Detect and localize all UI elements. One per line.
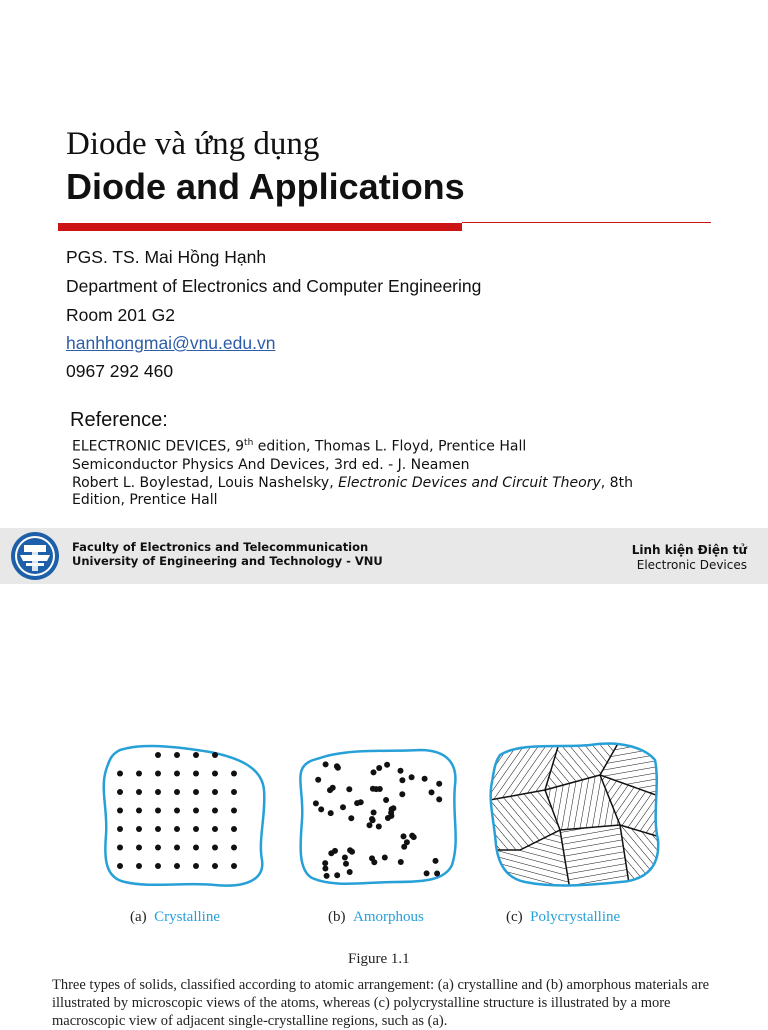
- crystal-atom: [193, 808, 199, 814]
- amorphous-atom: [399, 791, 405, 797]
- amorphous-atom: [429, 789, 435, 795]
- amorphous-atom: [347, 869, 353, 875]
- crystal-atom: [193, 826, 199, 832]
- crystal-atom: [212, 808, 218, 814]
- amorphous-atom: [373, 786, 379, 792]
- crystalline-panel: [104, 746, 265, 886]
- crystal-atom: [136, 771, 142, 777]
- amorphous-atom: [409, 833, 415, 839]
- amorphous-atom: [369, 816, 375, 822]
- crystal-atom: [231, 826, 237, 832]
- crystal-atom: [212, 845, 218, 851]
- course-name-en: Electronic Devices: [636, 558, 747, 572]
- caption-c: (c) Polycrystalline: [506, 909, 621, 925]
- amorphous-atom: [328, 850, 334, 856]
- crystal-atom: [155, 808, 161, 814]
- title-english: Diode and Applications: [66, 166, 465, 207]
- crystal-atom: [212, 752, 218, 758]
- crystal-atom: [136, 845, 142, 851]
- amorphous-atom: [382, 855, 388, 861]
- amorphous-atom: [343, 861, 349, 867]
- amorphous-atom: [334, 872, 340, 878]
- crystal-atom: [136, 808, 142, 814]
- crystal-atom: [231, 789, 237, 795]
- crystal-atom: [193, 845, 199, 851]
- amorphous-atom: [371, 859, 377, 865]
- amorphous-atom: [434, 871, 440, 877]
- amorphous-atom: [371, 810, 377, 816]
- faculty-name: Faculty of Electronics and Telecommunication: [72, 540, 369, 554]
- amorphous-atom: [354, 800, 360, 806]
- amorphous-atom: [348, 815, 354, 821]
- figure-description: Three types of solids, classified according to atomic arrangement: (a) crystalline and (b) amorphous materials are illustrated by microscopic views of the atoms, whereas (c) polycrystalline structure is illustrated by a more macroscopic view of adjacent single-crystalline regions, such as (a).: [52, 977, 710, 1029]
- polycrystalline-panel: [490, 740, 670, 890]
- crystal-atom: [136, 863, 142, 869]
- amorphous-atom: [376, 765, 382, 771]
- crystal-atom: [155, 752, 161, 758]
- crystal-atom: [212, 771, 218, 777]
- room: Room 201 G2: [66, 305, 175, 325]
- crystal-atom: [193, 752, 199, 758]
- title-vietnamese: Diode và ứng dụng: [66, 126, 320, 162]
- amorphous-atom: [436, 796, 442, 802]
- crystal-atom: [212, 863, 218, 869]
- crystal-atom: [231, 845, 237, 851]
- crystal-atom: [117, 789, 123, 795]
- reference-3: Robert L. Boylestad, Louis Nashelsky, Electronic Devices and Circuit Theory, 8th: [72, 475, 633, 491]
- crystal-atom: [231, 771, 237, 777]
- crystal-atom: [117, 808, 123, 814]
- crystal-atom: [117, 771, 123, 777]
- amorphous-atom: [340, 804, 346, 810]
- amorphous-atom: [313, 800, 319, 806]
- crystal-atom: [231, 808, 237, 814]
- amorphous-atom: [367, 822, 373, 828]
- caption-a: (a) Crystalline: [130, 909, 220, 925]
- amorphous-atom: [433, 858, 439, 864]
- amorphous-atom: [388, 813, 394, 819]
- crystal-atom: [174, 808, 180, 814]
- amorphous-atom: [334, 763, 340, 769]
- crystal-atom: [155, 826, 161, 832]
- amorphous-atom: [383, 797, 389, 803]
- crystal-atom: [174, 789, 180, 795]
- amorphous-atom: [323, 761, 329, 767]
- caption-b: (b) Amorphous: [328, 909, 424, 925]
- amorphous-atom: [347, 847, 353, 853]
- crystal-atom: [117, 863, 123, 869]
- course-name-vi: Linh kiện Điện tử: [631, 543, 747, 557]
- phone-number: 0967 292 460: [66, 361, 174, 381]
- university-name: University of Engineering and Technology - VNU: [72, 554, 383, 568]
- crystal-atom: [136, 826, 142, 832]
- department: Department of Electronics and Computer Engineering: [66, 276, 482, 296]
- crystal-atom: [174, 826, 180, 832]
- amorphous-atom: [424, 870, 430, 876]
- reference-2: Semiconductor Physics And Devices, 3rd ed. - J. Neamen: [72, 457, 470, 473]
- amorphous-atom: [318, 806, 324, 812]
- title-rule-thin: [462, 222, 711, 223]
- university-logo-icon: [10, 531, 60, 581]
- crystal-atom: [212, 789, 218, 795]
- author-name: PGS. TS. Mai Hồng Hạnh: [66, 247, 267, 267]
- crystal-atom: [155, 863, 161, 869]
- amorphous-atom: [322, 860, 328, 866]
- amorphous-atom: [328, 810, 334, 816]
- crystal-atom: [174, 845, 180, 851]
- crystal-atom: [174, 863, 180, 869]
- crystal-atom: [117, 826, 123, 832]
- amorphous-atom: [324, 873, 330, 879]
- crystal-atom: [174, 771, 180, 777]
- crystal-atom: [212, 826, 218, 832]
- reference-heading: Reference:: [70, 409, 168, 431]
- amorphous-atom: [376, 824, 382, 830]
- reference-1: ELECTRONIC DEVICES, 9th edition, Thomas L. Floyd, Prentice Hall: [72, 438, 527, 455]
- amorphous-atom: [315, 777, 321, 783]
- figure-number: Figure 1.1: [348, 951, 410, 967]
- amorphous-atom: [409, 774, 415, 780]
- amorphous-atom: [346, 786, 352, 792]
- amorphous-atom: [398, 768, 404, 774]
- amorphous-atom: [342, 855, 348, 861]
- amorphous-atom: [401, 833, 407, 839]
- crystal-atom: [174, 752, 180, 758]
- amorphous-atom: [436, 781, 442, 787]
- crystal-atom: [155, 789, 161, 795]
- amorphous-atom: [322, 866, 328, 872]
- amorphous-atom: [398, 859, 404, 865]
- crystal-atom: [193, 771, 199, 777]
- email-link[interactable]: hanhhongmai@vnu.edu.vn: [66, 333, 276, 353]
- amorphous-atom: [384, 762, 390, 768]
- amorphous-panel: [300, 750, 455, 884]
- crystal-atom: [155, 771, 161, 777]
- title-rule-thick: [58, 223, 462, 231]
- amorphous-atom: [404, 839, 410, 845]
- amorphous-atom: [399, 777, 405, 783]
- crystal-atom: [193, 863, 199, 869]
- crystal-atom: [231, 863, 237, 869]
- crystal-atom: [136, 789, 142, 795]
- reference-3-continued: Edition, Prentice Hall: [72, 492, 218, 508]
- solids-figure: [0, 730, 768, 900]
- crystal-atom: [117, 845, 123, 851]
- amorphous-atom: [422, 776, 428, 782]
- crystal-atom: [155, 845, 161, 851]
- amorphous-atom: [330, 785, 336, 791]
- amorphous-atom: [371, 769, 377, 775]
- crystal-atom: [193, 789, 199, 795]
